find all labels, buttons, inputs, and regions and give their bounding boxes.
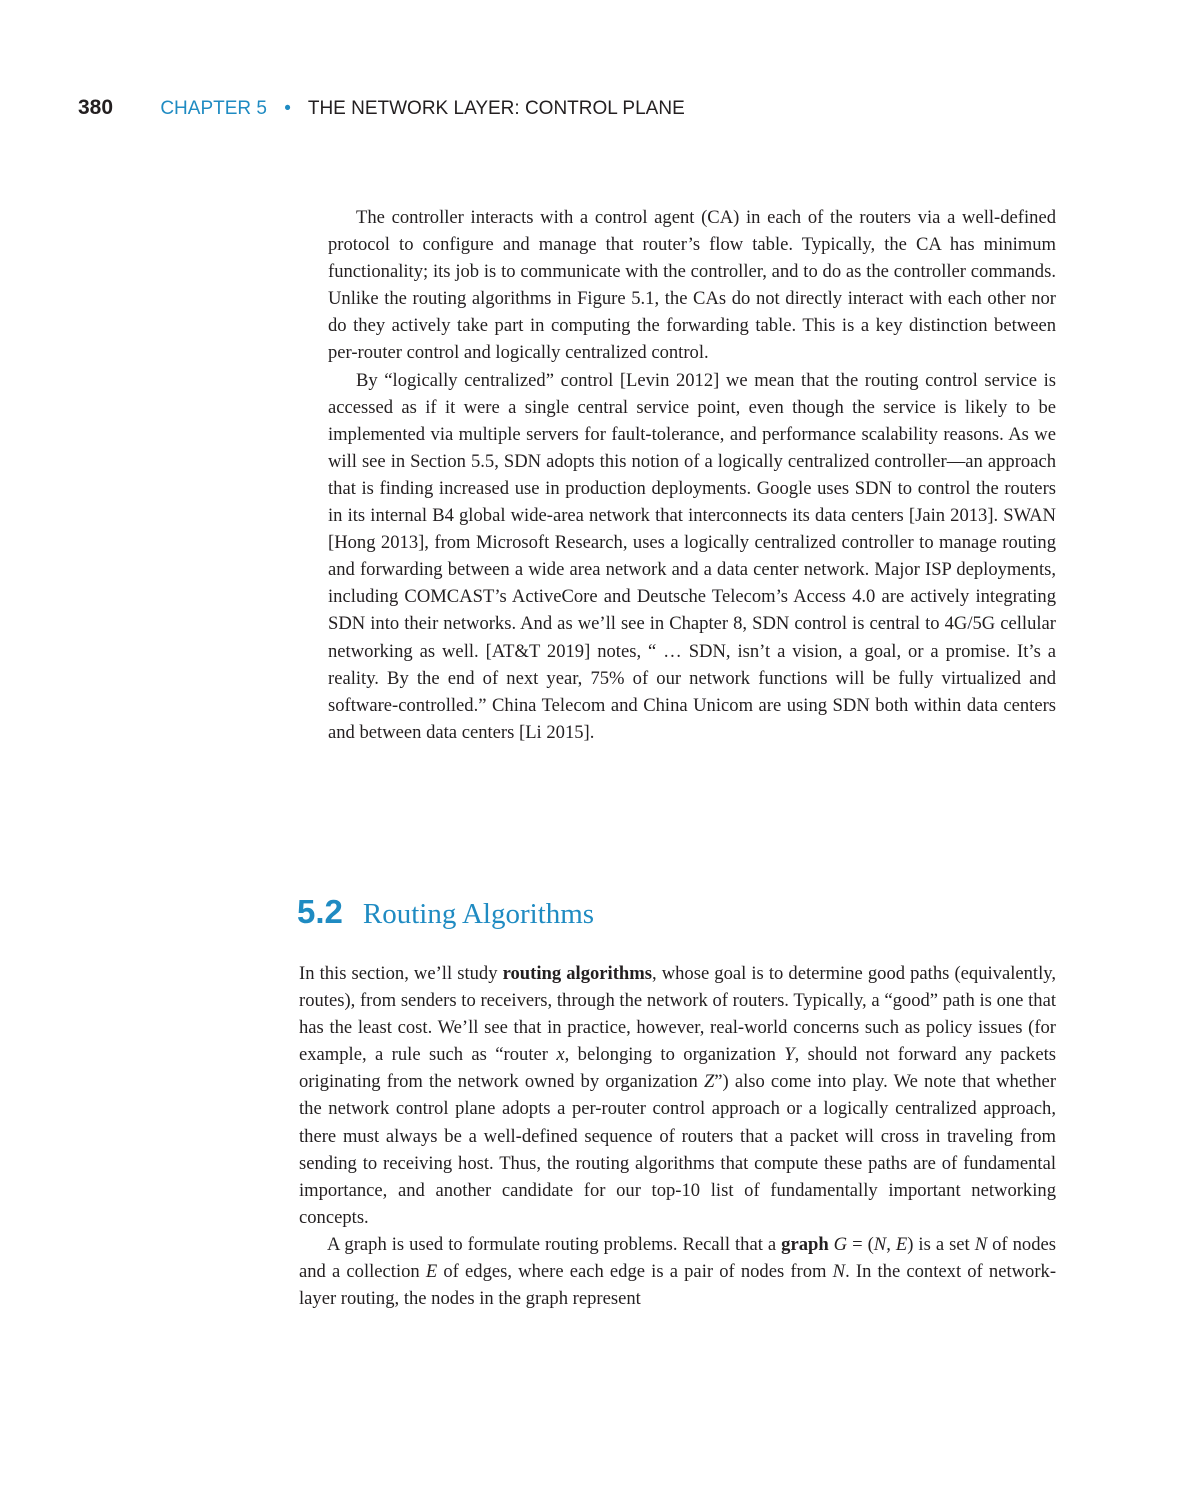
text-run: , whose goal is to determine good paths (equivalently, routes), from senders to receivers, through the network of routers. Typically, a “good” path is one that has the least cost. We’ll see that in practice, however, real-world concerns such as policy issues (for example, a rule such as “router [299,963,1056,1066]
text-run: is a set [913,1233,975,1255]
key-term: routing algorithms [502,963,652,984]
math-variable: N [832,1261,846,1283]
key-term: graph [781,1233,829,1255]
section-heading [297,893,594,931]
header-bullet: • [284,98,291,119]
math-variable: E [895,1233,908,1255]
math-variable: Y [784,1044,795,1066]
math-variable: Z [703,1071,715,1093]
text-run: of edges, where each edge is a pair of nodes from [437,1261,833,1283]
text-run: ) [907,1233,914,1255]
text-run: . In the context of network-layer routing, the nodes in the graph represent [299,1261,1057,1310]
body-text-section [299,960,1056,1312]
paragraph [299,960,1056,1231]
text-run: In this section, we’ll study [299,963,503,984]
text-run: , belonging to organization [564,1044,785,1066]
section-number: 5.2 [297,893,343,930]
chapter-label: CHAPTER 5 [160,98,267,119]
text-run: , should not forward any packets originating from the network owned by organization [299,1044,1057,1093]
math-variable: N [873,1233,887,1255]
math-variable: x [556,1044,565,1066]
math-variable: N [974,1233,988,1255]
paragraph: By “logically centralized” control [Levin 2012] we mean that the routing control service is accessed as if it were a single central service point, even though the service is likely to be implemented via multiple servers for fault-tolerance, and performance scalability reasons. As we will see in Section 5.5, SDN adopts this notion of a logically centralized controller—an approach that is finding increased use in production deployments. Google uses SDN to control the routers in its internal B4 global wide-area network that interconnects its data centers [Jain 2013]. SWAN [Hong 2013], from Microsoft Research, uses a logically centralized controller to manage routing and forwarding between a wide area network and a data center network. Major ISP deployments, including COMCAST’s ActiveCore and Deutsche Telecom’s Access 4.0 are actively integrating SDN into their networks. And as we’ll see in Chapter 8, SDN control is central to 4G/5G cellular networking as well. [AT&T 2019] notes, “ … SDN, isn’t a vision, a goal, or a promise. It’s a reality. By the end of next year, 75% of our network functions will be fully virtualized and software-controlled.” China Telecom and China Unicom are using SDN both within data centers and between data centers [Li 2015]. [328,369,1056,743]
chapter-title: THE NETWORK LAYER: CONTROL PLANE [307,98,685,119]
text-run: of nodes and a collection [299,1233,1057,1283]
body-text-top [328,204,1056,746]
math-variable: G [833,1233,848,1255]
text-run: ”) also come into play. We note that whether the network control plane adopts a per-router control approach or a logically centralized approach, there must always be a well-defined sequence of routers that a packet will cross in traveling from sending to receiving host. Thus, the routing algorithms that compute these paths are of fundamental importance, and another candidate for our top-10 list of fundamentally important networking concepts. [299,1071,1057,1228]
page-number: 380 [78,96,114,119]
text-run: , [886,1233,896,1255]
paragraph: The controller interacts with a control agent (CA) in each of the routers via a well-defined protocol to configure and manage that router’s flow table. Typically, the CA has minimum functionality; its job is to communicate with the controller, and to do as the controller commands. Unlike the routing algorithms in Figure 5.1, the CAs do not directly interact with each other nor do they actively take part in computing the forwarding table. This is a key distinction between per-router control and logically centralized control. [328,207,1056,364]
text-run: = ( [847,1233,874,1255]
running-header [78,96,685,121]
section-title: Routing Algorithms [362,898,595,930]
math-variable: E [425,1261,438,1283]
text-run: A graph is used to formulate routing problems. Recall that a [327,1233,782,1255]
paragraph [299,1231,1056,1312]
